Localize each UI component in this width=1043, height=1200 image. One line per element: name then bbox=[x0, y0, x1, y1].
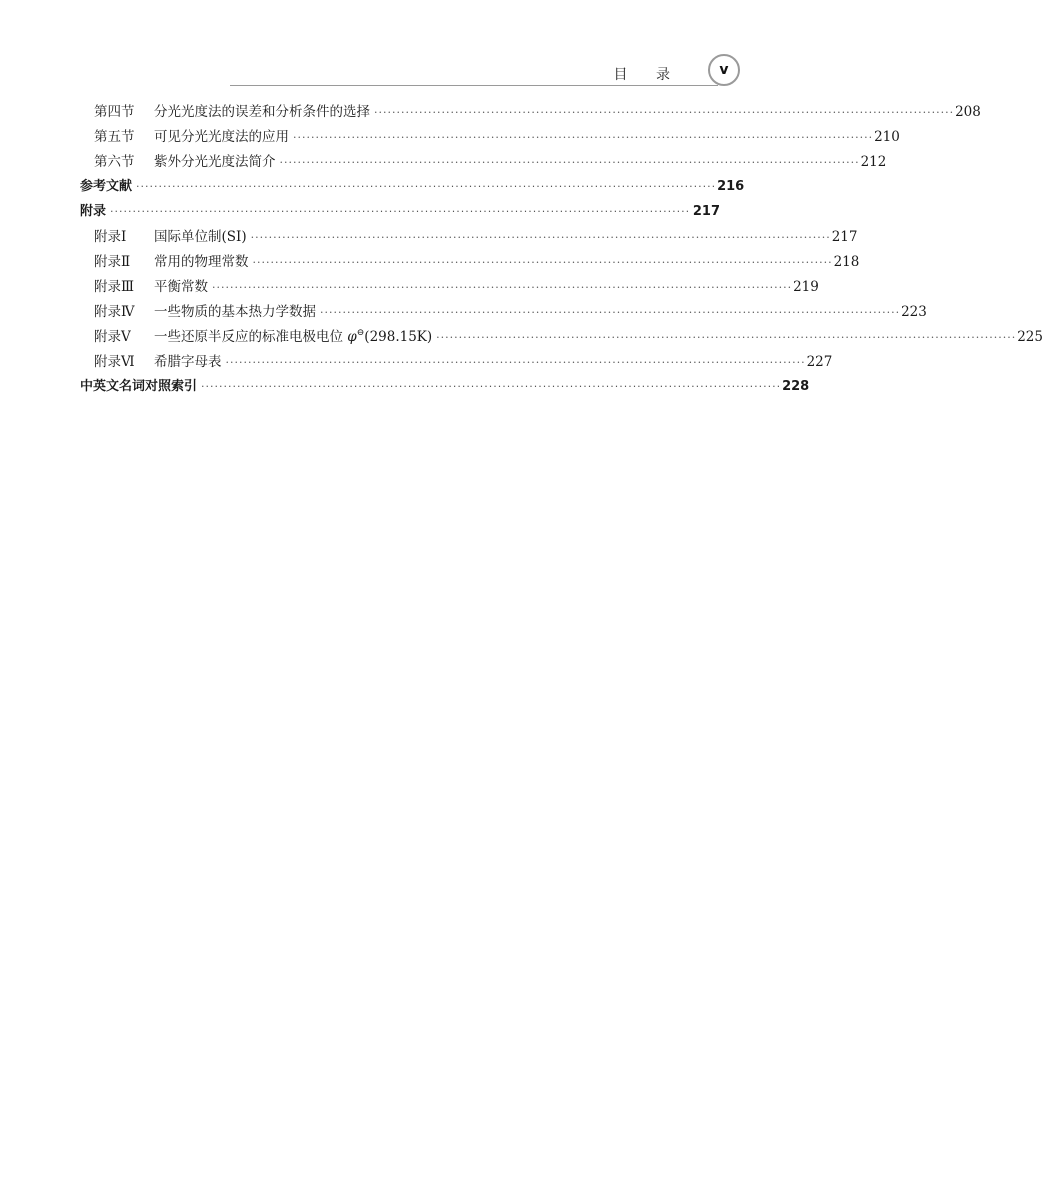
table-of-contents bbox=[80, 100, 1043, 400]
entry-label: 第六节 bbox=[94, 154, 135, 170]
dot-leader: ································································································································· bbox=[201, 380, 782, 393]
dot-leader: ································································································································· bbox=[212, 281, 793, 294]
dot-leader: ································································································································· bbox=[436, 331, 1017, 344]
running-head-title: 目 录 bbox=[613, 67, 682, 83]
entry-title bbox=[154, 325, 432, 345]
toc-entry[interactable] bbox=[80, 275, 819, 300]
toc-entry[interactable] bbox=[80, 100, 981, 125]
entry-label: 附录Ⅰ bbox=[94, 229, 127, 245]
entry-title: 中英文名词对照索引 bbox=[80, 379, 198, 394]
entry-title: 国际单位制(SI) bbox=[154, 229, 247, 245]
page-number-badge: v bbox=[708, 54, 740, 86]
entry-page-number: 219 bbox=[793, 279, 819, 295]
entry-title: 参考文献 bbox=[80, 179, 133, 194]
entry-title: 可见分光光度法的应用 bbox=[154, 129, 289, 145]
entry-page-number: 227 bbox=[806, 354, 833, 370]
dot-leader: ································································································································· bbox=[110, 205, 691, 218]
entry-page-number: 228 bbox=[782, 379, 810, 394]
entry-title: 希腊字母表 bbox=[154, 354, 222, 370]
entry-title: 一些物质的基本热力学数据 bbox=[154, 304, 316, 320]
toc-entry[interactable] bbox=[80, 325, 1043, 350]
header-rule bbox=[230, 85, 718, 86]
entry-page-number: 210 bbox=[874, 129, 900, 145]
toc-entry[interactable] bbox=[80, 150, 887, 175]
page-header bbox=[80, 52, 740, 92]
dot-leader: ································································································································· bbox=[320, 306, 901, 319]
entry-page-number: 212 bbox=[860, 154, 887, 170]
toc-entry-appendix[interactable] bbox=[80, 200, 720, 225]
entry-label: 附录Ⅴ bbox=[94, 329, 131, 345]
entry-page-number: 218 bbox=[833, 254, 860, 270]
dot-leader: ································································································································· bbox=[279, 156, 860, 169]
entry-page-number: 217 bbox=[831, 229, 858, 245]
entry-title-text: 一些还原半反应的标准电极电位 bbox=[154, 329, 343, 345]
entry-title: 平衡常数 bbox=[154, 279, 208, 295]
toc-entry[interactable] bbox=[80, 225, 858, 250]
toc-entry[interactable] bbox=[80, 125, 900, 150]
dot-leader: ································································································································· bbox=[374, 106, 955, 119]
entry-label: 第四节 bbox=[94, 104, 135, 120]
entry-page-number: 216 bbox=[717, 179, 745, 194]
dot-leader: ································································································································· bbox=[225, 356, 806, 369]
entry-page-number: 225 bbox=[1017, 329, 1043, 345]
toc-entry[interactable] bbox=[80, 350, 833, 375]
entry-title: 附录 bbox=[80, 204, 107, 219]
toc-entry-index[interactable] bbox=[80, 375, 810, 400]
entry-title: 常用的物理常数 bbox=[154, 254, 249, 270]
entry-label: 第五节 bbox=[94, 129, 135, 145]
entry-label: 附录Ⅵ bbox=[94, 354, 135, 370]
entry-label: 附录Ⅲ bbox=[94, 279, 135, 295]
entry-title-suffix: (298.15K) bbox=[364, 329, 433, 345]
dot-leader: ································································································································· bbox=[293, 131, 874, 144]
entry-label: 附录Ⅳ bbox=[94, 304, 135, 320]
standard-state-superscript: ⊖ bbox=[356, 328, 365, 338]
entry-page-number: 217 bbox=[692, 204, 720, 219]
dot-leader: ································································································································· bbox=[252, 256, 833, 269]
dot-leader: ································································································································· bbox=[250, 231, 831, 244]
entry-label: 附录Ⅱ bbox=[94, 254, 131, 270]
entry-page-number: 223 bbox=[901, 304, 927, 320]
phi-symbol: φ bbox=[347, 329, 357, 345]
entry-title: 分光光度法的误差和分析条件的选择 bbox=[154, 104, 370, 120]
toc-entry-references[interactable] bbox=[80, 175, 745, 200]
toc-entry[interactable] bbox=[80, 250, 860, 275]
toc-entry[interactable] bbox=[80, 300, 927, 325]
dot-leader: ································································································································· bbox=[136, 180, 717, 193]
entry-page-number: 208 bbox=[955, 104, 981, 120]
entry-title: 紫外分光光度法简介 bbox=[154, 154, 276, 170]
